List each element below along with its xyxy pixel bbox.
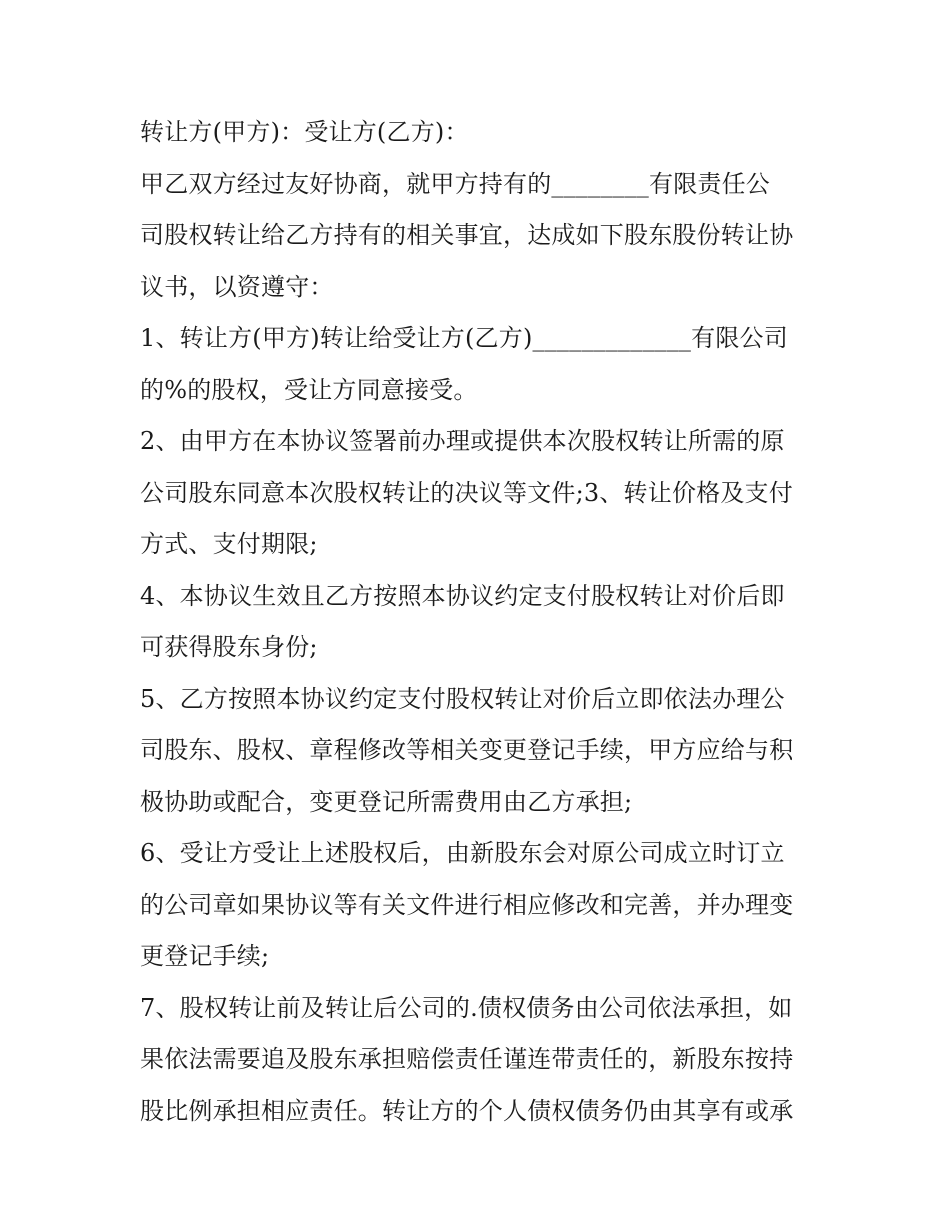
clause-1-line: 的%的股权，受让方同意接受。 [140,375,478,404]
clause-3-line: 方式、支付期限; [140,530,318,558]
text-line: 司股权转让给乙方持有的相关事宜，达成如下股东股份转让协 [140,221,794,249]
text-line: 议书，以资遵守： [140,272,334,301]
clause-5-line: 5、乙方按照本协议约定支付股权转让对价后立即依法办理公 [140,684,785,713]
clause-2-line: 公司股东同意本次股权转让的决议等文件;3、转让价格及支付 [140,478,793,507]
clause-2-line: 2、由甲方在本协议签署前办理或提供本次股权转让所需的原 [140,427,785,455]
clause-4-line: 4、本协议生效且乙方按照本协议约定支付股权转让对价后即 [140,581,785,610]
clause-6-line: 6、受让方受让上述股权后，由新股东会对原公司成立时订立 [140,839,785,867]
clause-6-line: 的公司章如果协议等有关文件进行相应修改和完善，并办理变 [140,890,794,919]
clause-7-line: 7、股权转让前及转让后公司的.债权债务由公司依法承担，如 [140,993,793,1022]
clause-5-line: 司股东、股权、章程修改等相关变更登记手续，甲方应给与积 [140,736,794,764]
clause-7-line: 果依法需要追及股东承担赔偿责任谨连带责任的，新股东按持 [140,1045,794,1073]
clause-5-line: 极协助或配合，变更登记所需费用由乙方承担; [140,787,633,816]
clause-7-line: 股比例承担相应责任。转让方的个人债权债务仍由其享有或承 [140,1096,794,1125]
clause-4-line: 可获得股东身份; [140,633,318,661]
text-line-parties: 转让方(甲方)：受让方(乙方)： [140,118,469,146]
clause-1-line: 1、转让方(甲方)转让给受让方(乙方)_____________有限公司 [140,324,788,352]
document-body [140,107,820,1137]
clause-6-line: 更登记手续; [140,942,270,970]
text-line: 甲乙双方经过友好协商，就甲方持有的________有限责任公 [140,169,770,198]
